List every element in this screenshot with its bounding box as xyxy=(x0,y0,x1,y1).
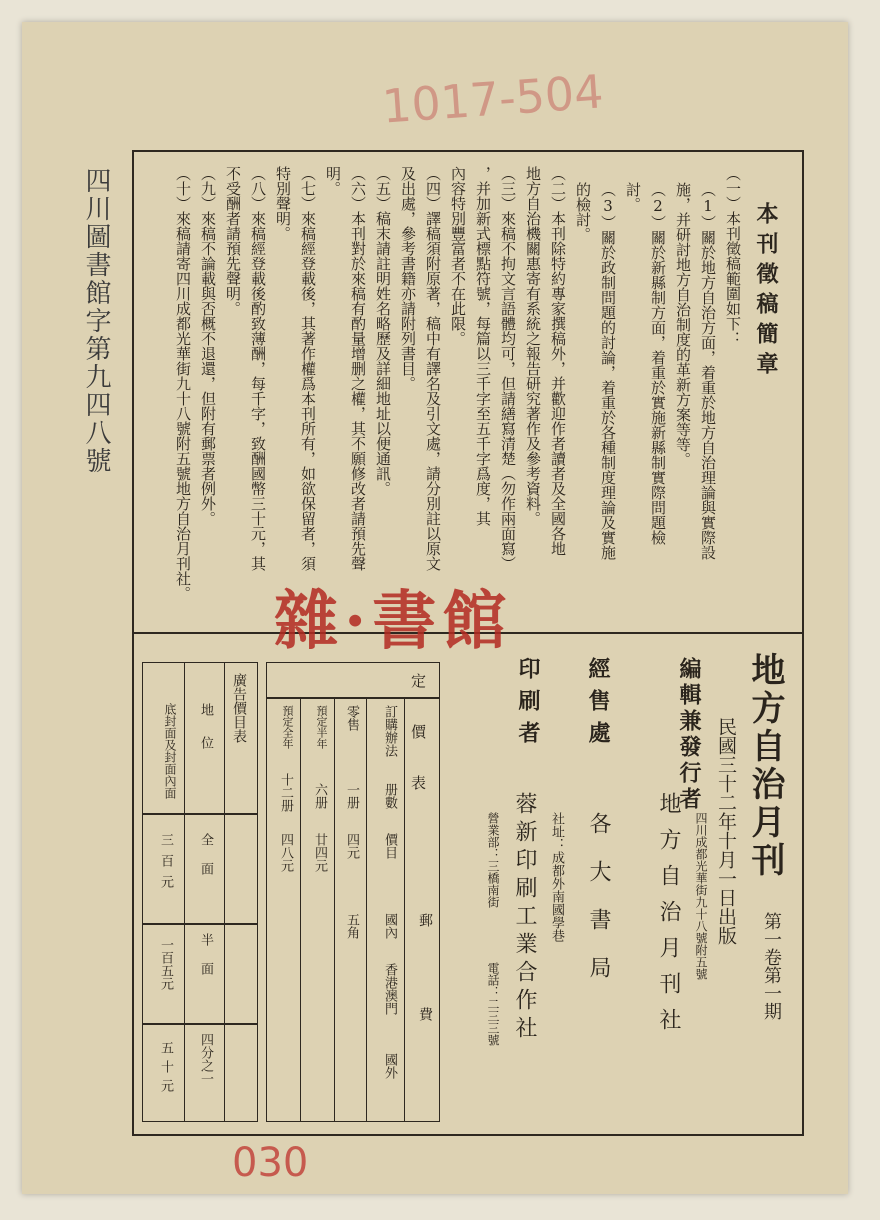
editor-label: 編輯兼發行者 xyxy=(676,657,702,813)
rule-line: 特別聲明。 xyxy=(274,166,292,241)
publisher-name: 地方自治月刊社 xyxy=(656,792,681,1044)
postage-label: 郵費 xyxy=(417,913,433,1101)
rule-line: 地方自治機關惠寄有系統之報告研究著作及參考資料。 xyxy=(524,166,542,526)
printer-label: 印刷者 xyxy=(515,657,541,753)
rule-line: （1）關於地方自治方面，着重於地方自治理論與實際設 xyxy=(699,182,717,560)
ad-header-full: 全面 xyxy=(198,833,213,891)
ad-header-position: 地位 xyxy=(198,703,213,769)
printer-address: 社址：成都外南國學巷 xyxy=(549,812,564,942)
price-table xyxy=(266,662,440,1122)
rule-line: 不受酬者請預先聲明。 xyxy=(224,166,242,316)
rule-line: （十）來稿請寄四川成都光華街九十八號附五號地方自治月刊社。 xyxy=(174,166,192,601)
row-count: 一册 xyxy=(344,783,359,809)
postage-hk: 香港澳門 xyxy=(382,963,397,1015)
rule-line: （九）來稿不論載與否概不退還，但附有郵票者例外。 xyxy=(199,166,217,526)
rule-line: 明。 xyxy=(324,166,342,196)
row-method: 預定半年 xyxy=(315,705,328,749)
postage-foreign: 國外 xyxy=(382,1053,397,1079)
rule-line: （2）關於新縣制方面，着重於實施新縣制實際問題檢 xyxy=(649,182,667,545)
publication-volume: 第一卷第一期 xyxy=(761,912,782,1020)
rule-line: （四）譯稿須附原著，稿中有譯名及引文處，請分別註以原文 xyxy=(424,166,442,571)
rules-title: 本刊徵稿簡章 xyxy=(753,202,779,382)
header-price: 價目 xyxy=(382,833,397,859)
publication-date: 民國三十二年十月一日出版 xyxy=(715,717,737,945)
row-method: 零售 xyxy=(344,705,359,731)
ad-table-title: 廣告價目表 xyxy=(231,673,247,743)
page-number: 030 xyxy=(232,1140,309,1186)
rule-line: ，并加新式標點符號，每篇以三千字至五千字爲度，其 xyxy=(474,166,492,526)
archive-note: 四川圖書館字第九四八號 xyxy=(81,167,111,475)
row-count: 十二册 xyxy=(278,773,293,812)
printer-office: 營業部：三橋南街 xyxy=(486,812,500,908)
row-price: 廿四元 xyxy=(312,833,327,872)
rule-line: （一）本刊徵稿範圍如下： xyxy=(724,166,742,346)
ad-position: 底封面及封面內面 xyxy=(163,703,177,799)
pencil-note: 1017-504 xyxy=(380,64,606,134)
publisher-address: 四川成都光華街九十八號附五號 xyxy=(694,812,708,980)
row-price: 四元 xyxy=(344,833,359,859)
ad-half-price: 一百五元 xyxy=(158,938,173,990)
rule-line: 施，并研討地方自治制度的革新方案等等。 xyxy=(674,182,692,467)
printer-name: 蓉新印刷工業合作社 xyxy=(512,792,537,1044)
rule-line: 的檢討。 xyxy=(574,182,592,242)
rule-line: （三）來稿不拘文言語體均可，但請繕寫清楚（勿作兩面寫） xyxy=(499,166,517,571)
ad-full-price: 三百元 xyxy=(158,833,173,896)
row-domestic: 五角 xyxy=(344,913,359,939)
rule-line: （七）來稿經登載後，其著作權爲本刊所有，如欲保留者，須 xyxy=(299,166,317,571)
distributor-name: 各大書局 xyxy=(586,812,611,1004)
ad-quarter-price: 五十元 xyxy=(158,1041,173,1098)
rules-body xyxy=(134,166,744,626)
watermark-stamp: 雜·書館 xyxy=(274,584,513,659)
rule-line: 內容特別豐富者不在此限。 xyxy=(449,166,467,346)
row-price: 四八元 xyxy=(278,833,293,872)
rule-line: （3）關於政制問題的討論，着重於各種制度理論及實施 xyxy=(599,182,617,560)
rule-line: （五）稿末請註明姓名略歷及詳細地址以便通訊。 xyxy=(374,166,392,496)
ad-table xyxy=(142,662,258,1122)
row-count: 六册 xyxy=(312,783,327,809)
row-method: 預定全年 xyxy=(281,705,294,749)
price-table-title: 定價表 xyxy=(409,673,427,826)
ad-header-quarter: 四分之一 xyxy=(198,1033,213,1085)
rule-line: （二）本刊除特約專家撰稿外，并歡迎作者讀者及全國各地 xyxy=(549,166,567,556)
distributor-label: 經售處 xyxy=(585,657,611,753)
ad-header-half: 半面 xyxy=(198,933,213,991)
rule-line: （六）本刊對於來稿有酌量增删之權，其不願修改者請預先聲 xyxy=(349,166,367,571)
printer-phone: 電話：二三三號 xyxy=(486,962,500,1046)
postage-domestic: 國內 xyxy=(382,913,397,939)
rule-line: （八）來稿經登載後酌致薄酬，每千字，致酬國幣三十元，其 xyxy=(249,166,267,571)
rule-line: 及出處，參考書籍亦請附列書目。 xyxy=(399,166,417,391)
header-count: 册數 xyxy=(382,783,397,809)
document-page xyxy=(22,22,848,1194)
publication-title: 地方自治月刊 xyxy=(745,652,785,880)
rule-line: 討。 xyxy=(624,182,642,212)
header-method: 訂購辦法 xyxy=(382,705,397,757)
